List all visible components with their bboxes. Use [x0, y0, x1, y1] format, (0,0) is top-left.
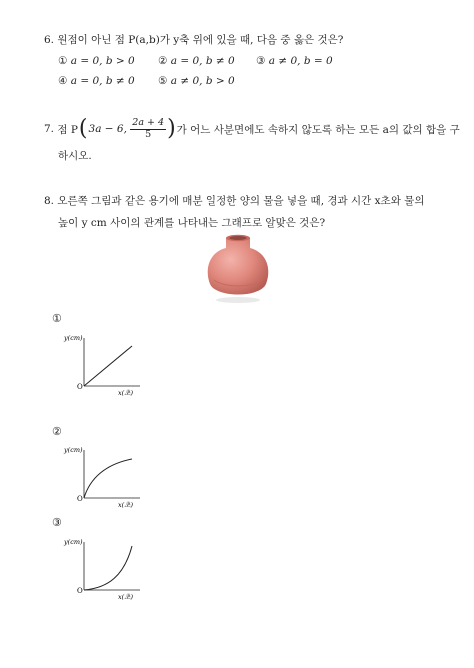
- q7-number: 7.: [44, 123, 55, 136]
- graph3: [58, 534, 158, 600]
- q6-choice-1[interactable]: ① a = 0, b > 0: [58, 55, 135, 67]
- graph3-mark[interactable]: ③: [52, 516, 62, 529]
- graph3-curve: [84, 546, 132, 590]
- fraction-denominator: 5: [145, 128, 152, 140]
- q6-number: 6.: [44, 34, 55, 46]
- q7-text-after: 가 어느 사분면에도 속하지 않도록 하는 모든 a의 값의 합을 구: [176, 123, 460, 136]
- q8-line2: 높이 y cm 사이의 관계를 나타내는 그래프로 알맞은 것은?: [58, 217, 326, 229]
- q7-text-before: 점 P: [57, 123, 78, 136]
- q8-line1: 8. 오른쪽 그림과 같은 용기에 매분 일정한 양의 물을 넣을 때, 경과 시간 x초와 물의: [44, 195, 425, 207]
- graph2-xlabel: x(초): [118, 501, 134, 508]
- graph1-ylabel: y(cm): [64, 334, 83, 342]
- fraction-numerator: 2a + 4: [132, 117, 165, 128]
- left-paren: (: [78, 116, 88, 142]
- q6-choice-4[interactable]: ④ a = 0, b ≠ 0: [58, 75, 135, 87]
- graph2-mark[interactable]: ②: [52, 425, 62, 438]
- graph1-xlabel: x(초): [118, 389, 134, 396]
- q6-choice-5[interactable]: ⑤ a ≠ 0, b > 0: [158, 75, 235, 87]
- q8-number: 8.: [44, 195, 55, 207]
- graph3-xlabel: x(초): [118, 593, 134, 600]
- q7-stem: [44, 118, 460, 141]
- graph1: [58, 330, 158, 396]
- q7-paren-first: 3a − 6,: [88, 123, 127, 136]
- right-paren: ): [167, 116, 176, 142]
- graph2: [58, 442, 158, 508]
- q6-choice-3[interactable]: ③ a ≠ 0, b = 0: [256, 55, 333, 67]
- graph1-mark[interactable]: ①: [52, 312, 62, 325]
- q7-fraction: [130, 118, 166, 141]
- graph3-ylabel: y(cm): [64, 538, 83, 546]
- q6-text: 원점이 아닌 점 P(a,b)가 y축 위에 있을 때, 다음 중 옳은 것은?: [57, 34, 344, 46]
- graph3-origin: O: [77, 587, 83, 595]
- graph2-curve: [84, 459, 132, 498]
- q6-stem: [44, 32, 343, 47]
- graph2-ylabel: y(cm): [64, 446, 83, 454]
- graph2-origin: O: [77, 495, 83, 503]
- q6-choice-2[interactable]: ② a = 0, b ≠ 0: [158, 55, 235, 67]
- vase-image: [200, 228, 276, 304]
- q7-line2: 하시오.: [58, 150, 92, 162]
- graph1-curve: [84, 346, 132, 386]
- graph1-origin: O: [77, 383, 83, 391]
